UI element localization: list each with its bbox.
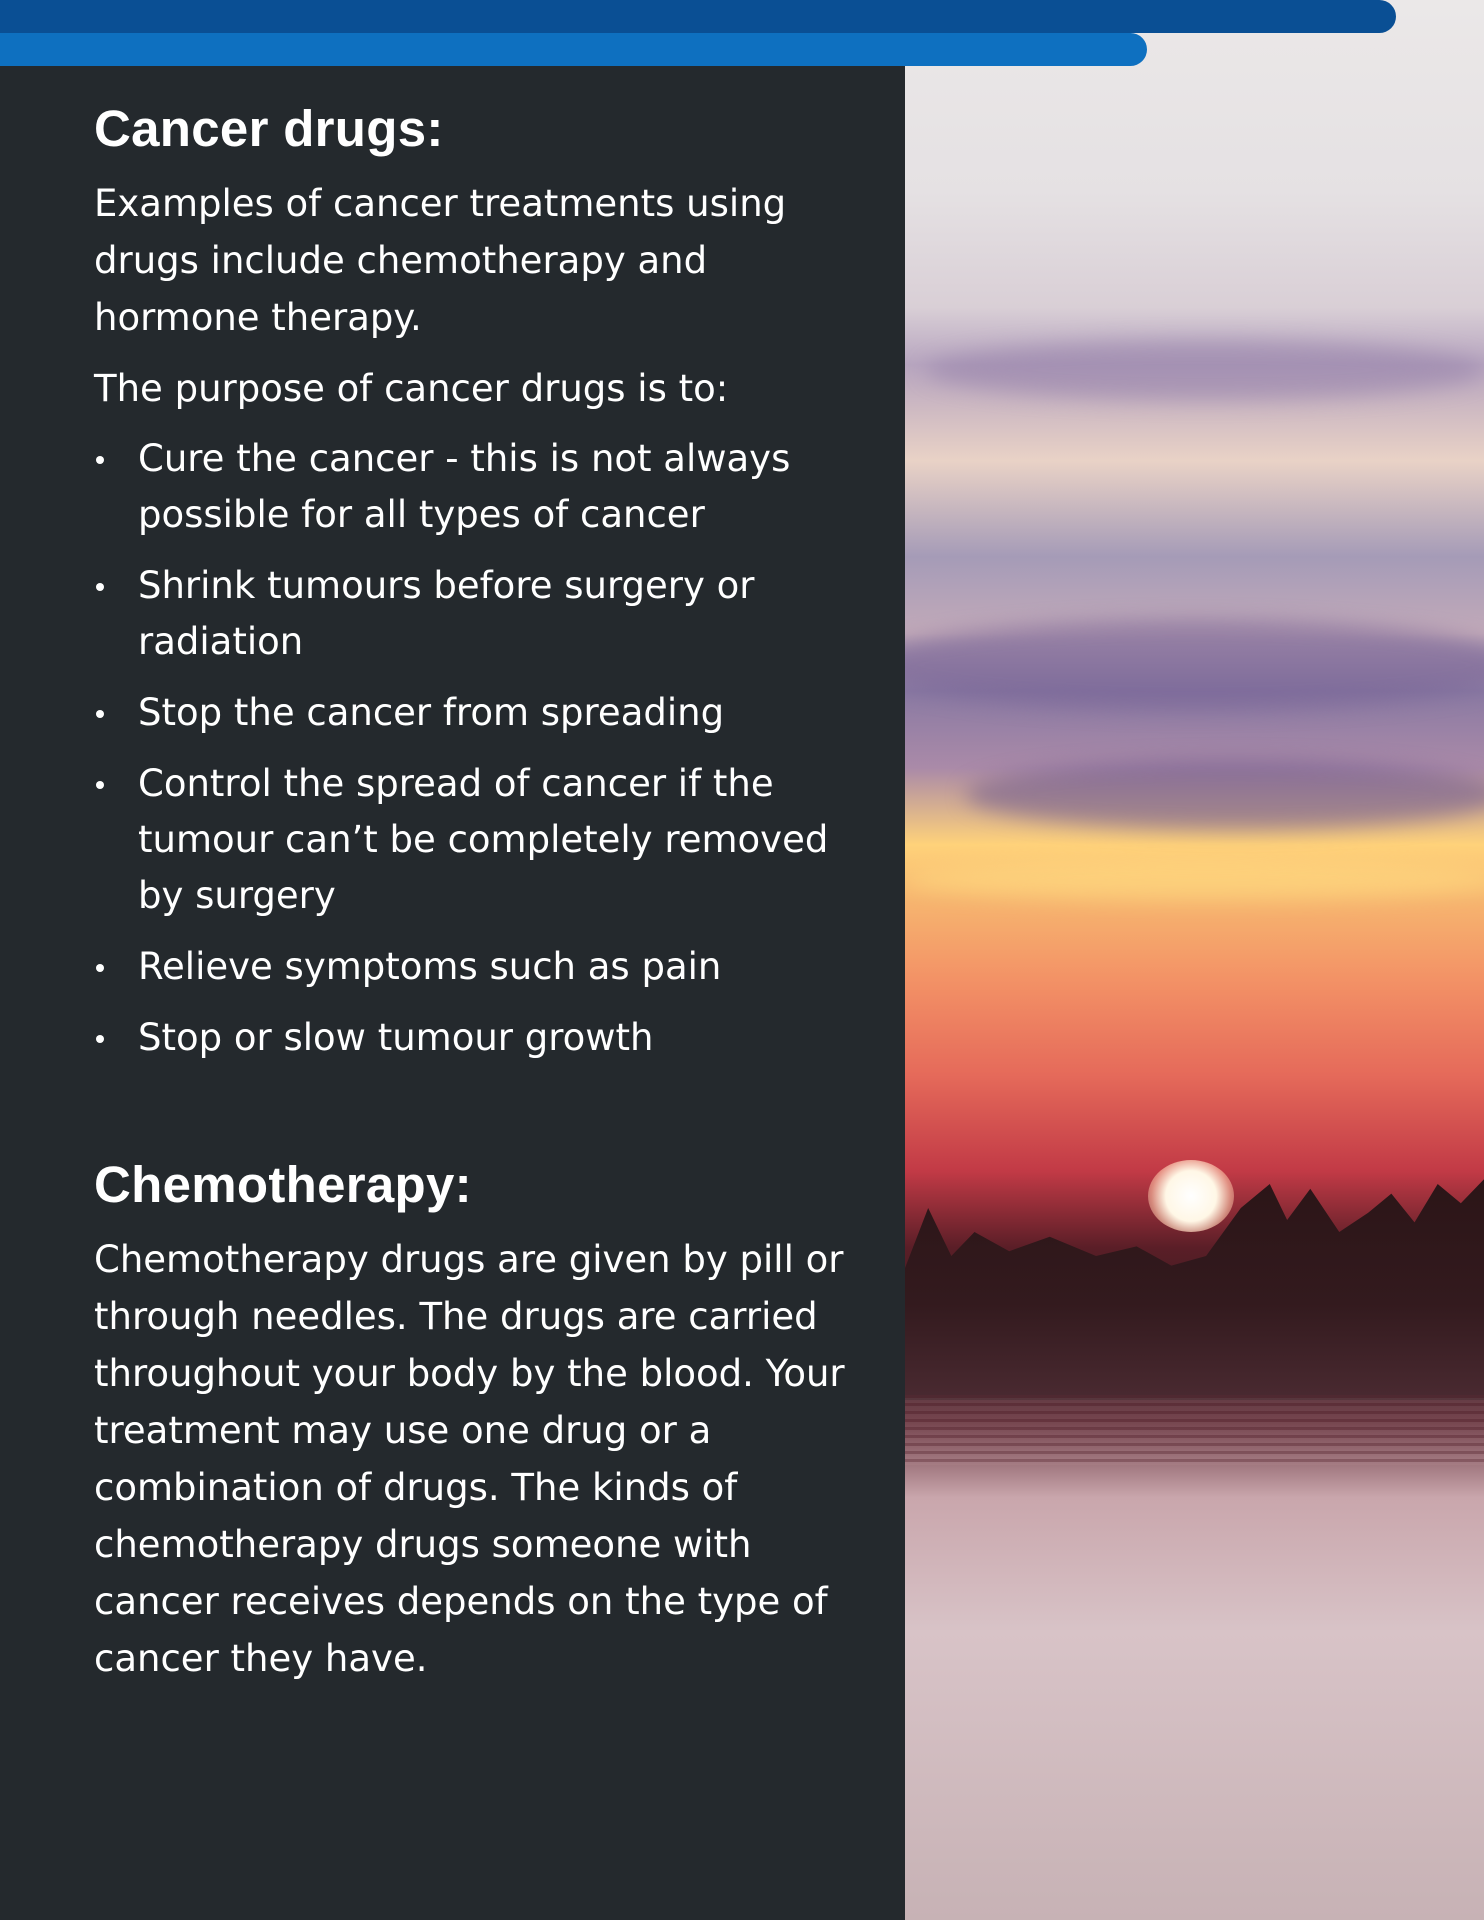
list-item-text: Relieve symptoms such as pain [138, 945, 722, 988]
purpose-list [94, 431, 884, 1066]
list-item [94, 939, 884, 995]
bullet-icon [96, 964, 104, 972]
water-reflection [905, 1395, 1484, 1465]
cancer-drugs-heading: Cancer drugs: [94, 100, 444, 157]
bullet-icon [96, 583, 104, 591]
list-item-text: Cure the cancer - this is not always possible for all types of cancer [138, 437, 791, 536]
list-item [94, 431, 884, 543]
sunset-lake-photo [905, 0, 1484, 1920]
bullet-icon [96, 710, 104, 718]
bullet-icon [96, 1035, 104, 1043]
sun [1148, 1160, 1234, 1232]
list-item-text: Stop or slow tumour growth [138, 1016, 654, 1059]
chemotherapy-body: Chemotherapy drugs are given by pill or through needles. The drugs are carried throughout your body by the blood. Your treatment may use one drug or a combination of drugs. The kinds of chemotherapy drugs someone with cancer receives depends on the type of cancer they have. [94, 1238, 845, 1680]
top-banner-stripe-light [0, 33, 1147, 66]
cancer-drugs-intro: Examples of cancer treatments using drugs include chemotherapy and hormone therapy. [94, 182, 787, 339]
cancer-drugs-purpose: The purpose of cancer drugs is to: [94, 367, 729, 410]
list-item-text: Control the spread of cancer if the tumour can’t be completely removed by surgery [138, 762, 829, 917]
list-item [94, 685, 884, 741]
text-panel [94, 95, 884, 1687]
top-banner-stripe-dark [0, 0, 1396, 33]
list-item [94, 558, 884, 670]
bullet-icon [96, 456, 104, 464]
list-item-text: Stop the cancer from spreading [138, 691, 725, 734]
bullet-icon [96, 781, 104, 789]
list-item-text: Shrink tumours before surgery or radiation [138, 564, 755, 663]
list-item [94, 1010, 884, 1066]
chemotherapy-heading: Chemotherapy: [94, 1156, 472, 1213]
list-item [94, 756, 884, 924]
